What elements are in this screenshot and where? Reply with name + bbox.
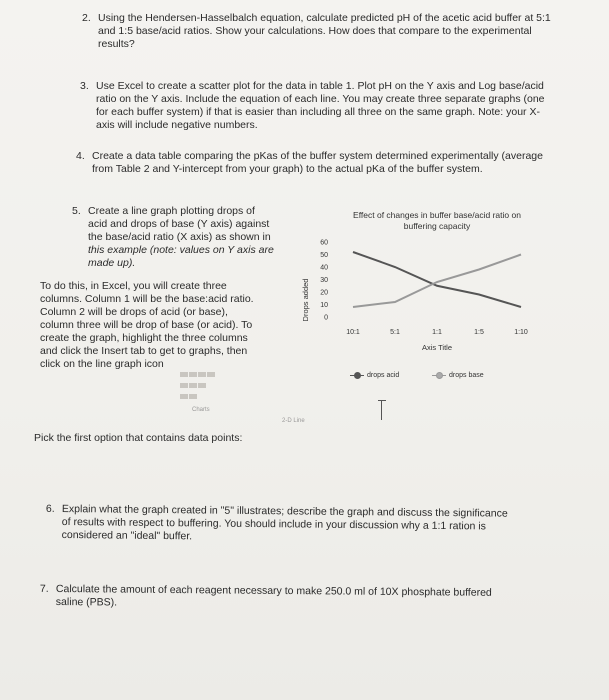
question-number: 5. [72, 205, 81, 217]
question-number: 2. [82, 12, 91, 24]
chart-legend-item [432, 372, 484, 379]
excel-charts-label: Charts [192, 407, 210, 413]
excel-chart-icons-row [180, 383, 260, 390]
chart-title [322, 210, 552, 232]
excel-chart-icons-row [180, 372, 260, 379]
question-text-line: Create a data table comparing the pKas of the buffer system determined experimentally (average [92, 150, 543, 162]
question-text-line: and 1:5 base/acid ratios. Show your calculations. How does that compare to the experimental [98, 25, 532, 37]
excel-chart-icons-row [180, 394, 260, 401]
question-text-line: create the graph, highlight the three columns [40, 332, 248, 344]
question-text-line: the base/acid ratio (X axis) as shown in [88, 231, 271, 243]
question-number: 7. [39, 582, 49, 595]
legend-label: drops acid [367, 372, 400, 379]
question-6 [45, 502, 572, 547]
x-tick-label: 1:5 [474, 329, 484, 336]
question-text-line: ratio on the Y axis. Include the equation of each line. You may create three separate graphs (one [96, 93, 545, 105]
question-text-line: column three will be drop of base (or acid). To [40, 319, 253, 331]
question-2 [82, 12, 578, 51]
question-text-line: click on the line graph icon [40, 358, 164, 370]
question-4 [76, 150, 587, 176]
series-lines [353, 252, 521, 307]
question-text-line: considered an "ideal" buffer. [61, 528, 193, 543]
excel-ribbon-snippet [180, 372, 260, 413]
question-number: 4. [76, 150, 85, 162]
question-text-line: this example (note: values on Y axis are [88, 244, 274, 256]
question-text-line: acid and drops of base (Y axis) against [88, 218, 270, 230]
question-text-line: Explain what the graph created in "5" illustrates; describe the graph and discuss the significance [61, 503, 508, 520]
y-tick-label: 50 [320, 252, 328, 259]
legend-swatch-drops-acid [350, 375, 364, 376]
x-tick-label: 10:1 [346, 329, 360, 336]
y-tick-label: 0 [324, 314, 328, 322]
question-text-line: Using the Hendersen-Hasselbalch equation, calculate predicted pH of the acetic acid buffer at 5:1 [98, 12, 551, 24]
text-cursor-icon-cap [378, 400, 386, 401]
question-5 [72, 205, 293, 270]
line-chart [292, 232, 552, 362]
chart-legend-item [350, 372, 399, 379]
question-text-line: Create a line graph plotting drops of [88, 205, 255, 217]
y-tick-label: 10 [320, 302, 328, 309]
y-axis-ticks [320, 240, 328, 322]
pick-first-option-text [34, 432, 294, 445]
y-axis-label: Drops added [301, 278, 310, 322]
question-text-line: Use Excel to create a scatter plot for the data in table 1. Plot pH on the Y axis and Log base/acid [96, 80, 544, 92]
x-axis-title: Axis Title [421, 343, 453, 352]
x-axis-ticks [346, 329, 528, 336]
question-number: 6. [45, 502, 55, 515]
chart-title-line: Effect of changes in buffer base/acid ratio on [353, 210, 521, 220]
y-tick-label: 20 [320, 289, 328, 297]
question-number: 3. [80, 80, 89, 92]
question-text-line: made up). [88, 257, 136, 269]
question-text-line: Calculate the amount of each reagent necessary to make 250.0 ml of 10X phosphate buffered [55, 583, 492, 599]
chart-title-line: buffering capacity [403, 221, 471, 231]
question-3 [80, 80, 586, 132]
question-text-line: To do this, in Excel, you will create three [40, 280, 227, 292]
question-5-instructions [40, 280, 290, 371]
series-line-drops-acid [353, 252, 521, 307]
question-text-line: Column 2 will be drops of acid (or base), [40, 306, 228, 318]
question-text-line: results? [98, 38, 135, 50]
question-text-line: of results with respect to buffering. You should include in your discussion why a 1:1 ration is [61, 515, 486, 533]
excel-line-type-label: 2-D Line [282, 418, 305, 424]
question-text-line: axis will include negative numbers. [96, 119, 258, 131]
y-tick-label: 60 [320, 239, 328, 247]
legend-swatch-drops-base [432, 375, 446, 376]
y-tick-label: 30 [320, 277, 328, 284]
question-text-line: from Table 2 and Y-intercept from your graph) to the actual pKa of the buffer system. [92, 163, 483, 175]
legend-label: drops base [449, 372, 484, 379]
x-tick-label: 1:1 [432, 329, 442, 336]
y-tick-label: 40 [320, 264, 328, 272]
question-text-line: and click the Insert tab to get to graphs, then [40, 345, 248, 357]
question-text-line: Pick the first option that contains data points: [34, 432, 243, 444]
x-tick-label: 1:10 [514, 329, 528, 336]
text-cursor-icon [381, 400, 383, 420]
question-text-line: columns. Column 1 will be the base:acid ratio. [40, 293, 254, 305]
x-tick-label: 5:1 [390, 329, 400, 336]
question-text-line: saline (PBS). [55, 595, 118, 609]
question-7 [39, 582, 566, 613]
question-text-line: for each buffer system) if that is easier than including all three on the same graph. Note: your X- [96, 106, 540, 118]
